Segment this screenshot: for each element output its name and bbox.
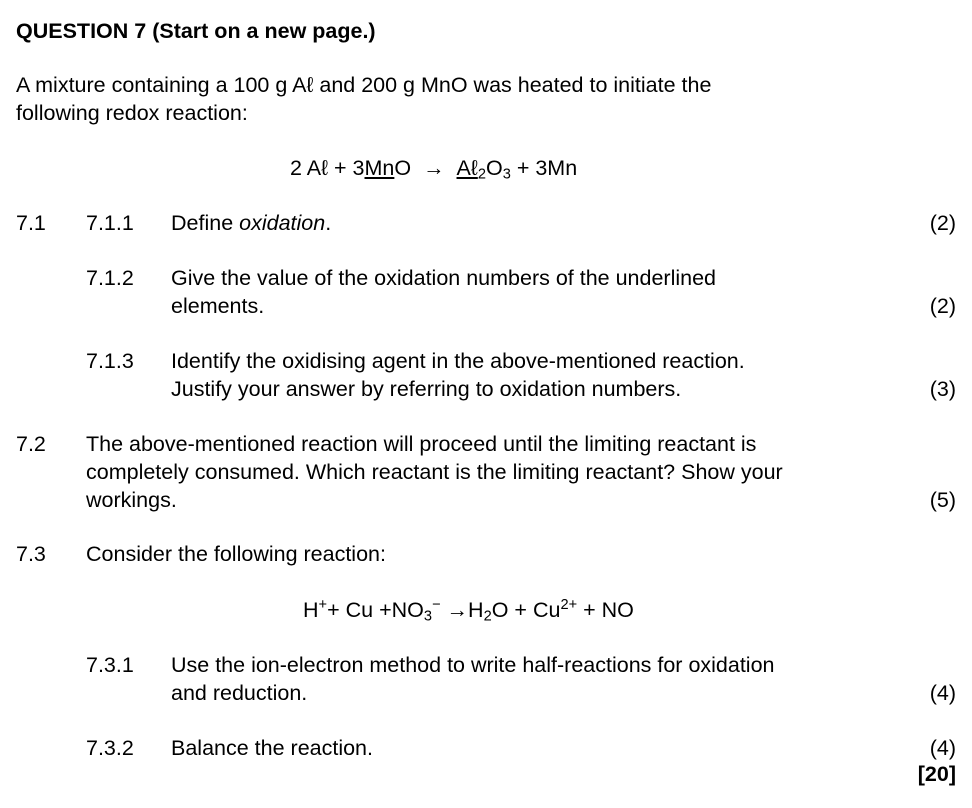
text-oxidation-italic: oxidation: [239, 211, 326, 235]
eq-cu-no: + Cu +NO: [327, 598, 424, 622]
text-define: Define: [171, 211, 240, 235]
total-marks: [20]: [917, 762, 956, 786]
question-number-7-1: 7.1: [16, 211, 46, 235]
question-text-7-3: Consider the following reaction:: [86, 542, 386, 566]
eq-no: + NO: [583, 598, 634, 622]
eq-h: H: [303, 598, 319, 622]
question-text-7-1-2-line2: elements.: [171, 294, 265, 318]
underlined-mn: Mn: [364, 156, 395, 180]
eq-arrow-h: →H: [446, 598, 484, 622]
marks-7-1-1: (2): [929, 211, 956, 235]
intro-line-2: following redox reaction:: [16, 101, 248, 125]
eq-h2o-subscript: 2: [483, 608, 492, 625]
equation-o: O: [394, 156, 412, 180]
question-text-7-1-3-line1: Identify the oxidising agent in the above-mentioned reaction.: [171, 349, 745, 373]
marks-7-1-3: (3): [929, 377, 956, 401]
question-text-7-1-3-line2: Justify your answer by referring to oxidation numbers.: [171, 377, 682, 401]
marks-7-1-2: (2): [929, 294, 956, 318]
arrow-icon: →: [423, 156, 445, 180]
eq-no3-subscript: 3: [423, 608, 433, 625]
question-number-7-1-2: 7.1.2: [86, 266, 134, 290]
equation-reactants: 2 Aℓ + 3: [290, 156, 365, 180]
question-number-7-3: 7.3: [16, 542, 46, 566]
eq-o-cu: O + Cu: [491, 598, 561, 622]
marks-7-2: (5): [929, 488, 956, 512]
question-text-7-3-1-line2: and reduction.: [171, 681, 308, 705]
question-number-7-1-3: 7.1.3: [86, 349, 134, 373]
question-number-7-1-1: 7.1.1: [86, 211, 134, 235]
question-text-7-1-2-line1: Give the value of the oxidation numbers of the underlined: [171, 266, 717, 290]
question-text-7-3-1-line1: Use the ion-electron method to write half-reactions for oxidation: [171, 653, 775, 677]
redox-equation: [290, 155, 577, 183]
question-text-7-2-line2: completely consumed. Which reactant is the limiting reactant? Show your: [86, 460, 783, 484]
eq-cu-charge: 2+: [560, 596, 578, 613]
equation-products: + 3Mn: [516, 156, 578, 180]
al-subscript: 2: [477, 166, 486, 183]
ionic-equation: [303, 597, 634, 625]
question-number-7-3-1: 7.3.1: [86, 653, 134, 677]
o-subscript: 3: [502, 166, 511, 183]
equation-oxide-o: O: [485, 156, 503, 180]
question-text-7-3-2: Balance the reaction.: [171, 736, 373, 760]
marks-7-3-2: (4): [929, 736, 956, 760]
question-heading: QUESTION 7 (Start on a new page.): [16, 19, 376, 43]
intro-line-1: A mixture containing a 100 g Aℓ and 200 g MnO was heated to initiate the: [16, 73, 712, 97]
text-period: .: [325, 211, 332, 235]
underlined-al: Aℓ: [456, 156, 478, 180]
question-text-7-2-line3: workings.: [86, 488, 177, 512]
eq-no3-charge: −: [432, 596, 441, 613]
eq-h-charge: +: [318, 596, 328, 613]
question-number-7-2: 7.2: [16, 432, 46, 456]
question-text-7-1-1: [171, 210, 331, 238]
question-text-7-2-line1: The above-mentioned reaction will proceed until the limiting reactant is: [86, 432, 757, 456]
question-number-7-3-2: 7.3.2: [86, 736, 134, 760]
marks-7-3-1: (4): [929, 681, 956, 705]
